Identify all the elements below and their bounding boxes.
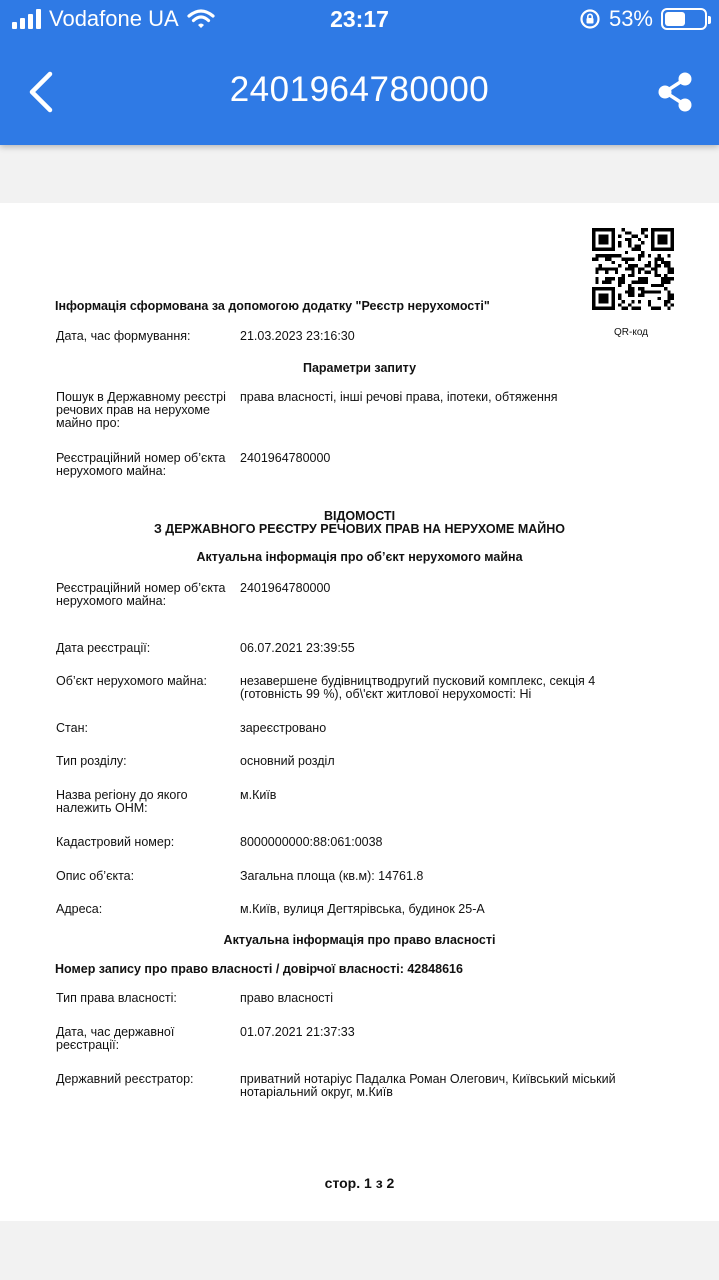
object-heading: Актуальна інформація про об’єкт нерухомого майна <box>196 550 523 564</box>
qr-label: QR-код <box>614 327 648 338</box>
object-row-value: основний розділ <box>240 754 335 768</box>
ownership-row-value: 01.07.2021 21:37:33 <box>240 1025 355 1039</box>
object-row-label: Адреса: <box>56 902 103 916</box>
share-icon[interactable] <box>655 70 695 114</box>
ownership-record: Номер запису про право власності / довірчої власності: 42848616 <box>55 962 463 976</box>
regnum-value: 2401964780000 <box>240 451 331 465</box>
object-row-value: 8000000000:88:061:0038 <box>240 835 383 849</box>
ownership-row-label: Державний реєстратор: <box>56 1072 194 1086</box>
info-line: Інформація сформована за допомогою додатку "Реєстр нерухомості" <box>55 299 490 313</box>
ownership-row-value: приватний нотаріус Падалка Роман Олегович, Київський міський нотаріальний округ, м.Київ <box>240 1072 616 1099</box>
object-row-label: Дата реєстрації: <box>56 641 151 655</box>
object-row-value: незавершене будівництводругий пусковий комплекс, секція 4 (готовність 99 %), об\'єкт житлової нерухомості: Ні <box>240 674 596 701</box>
object-row-value: м.Київ, вулиця Дегтярівська, будинок 25-А <box>240 902 485 916</box>
battery-icon <box>661 8 707 30</box>
object-row-label: Опис об’єкта: <box>56 869 135 883</box>
object-row-value: м.Київ <box>240 788 277 802</box>
ownership-heading: Актуальна інформація про право власності <box>223 933 496 947</box>
page-title: 2401964780000 <box>229 70 490 109</box>
ownership-row-label: Тип права власності: <box>56 991 177 1005</box>
ownership-row-value: право власності <box>240 991 334 1005</box>
formed-label: Дата, час формування: <box>56 329 191 343</box>
app-header <box>0 0 719 145</box>
title-line-2: З ДЕРЖАВНОГО РЕЄСТРУ РЕЧОВИХ ПРАВ НА НЕРУХОМЕ МАЙНО <box>153 522 565 536</box>
object-row-value: Загальна площа (кв.м): 14761.8 <box>240 869 424 883</box>
ownership-row-label: Дата, час державної реєстрації: <box>56 1025 175 1052</box>
formed-value: 21.03.2023 23:16:30 <box>240 329 355 343</box>
search-value: права власності, інші речові права, іпотеки, обтяження <box>240 390 558 404</box>
object-row-value: 2401964780000 <box>240 581 331 595</box>
regnum-label: Реєстраційний номер об’єкта нерухомого майна: <box>56 451 226 478</box>
object-row-label: Тип розділу: <box>56 754 127 768</box>
document-page <box>0 203 719 1221</box>
search-label: Пошук в Державному реєстрі речових прав на нерухоме майно про: <box>56 390 226 430</box>
carrier-name: Vodafone UA <box>49 6 179 31</box>
object-row-label: Об’єкт нерухомого майна: <box>56 674 207 688</box>
battery-fill <box>665 12 685 26</box>
battery-percent: 53% <box>608 6 653 31</box>
status-bar <box>0 0 719 40</box>
qr-code <box>592 228 674 310</box>
page-footer: стор. 1 з 2 <box>324 1175 395 1191</box>
params-heading: Параметри запиту <box>302 361 417 375</box>
object-row-label: Стан: <box>56 721 88 735</box>
title-line-1: ВІДОМОСТІ <box>323 509 396 523</box>
object-row-label: Назва регіону до якого належить ОНМ: <box>56 788 188 815</box>
object-row-value: 06.07.2021 23:39:55 <box>240 641 355 655</box>
object-row-label: Реєстраційний номер об’єкта нерухомого майна: <box>56 581 226 608</box>
object-row-label: Кадастровий номер: <box>56 835 175 849</box>
status-right <box>579 6 707 32</box>
rotation-lock-icon <box>579 8 601 30</box>
object-row-value: зареєстровано <box>240 721 327 735</box>
status-time: 23:17 <box>330 6 389 32</box>
